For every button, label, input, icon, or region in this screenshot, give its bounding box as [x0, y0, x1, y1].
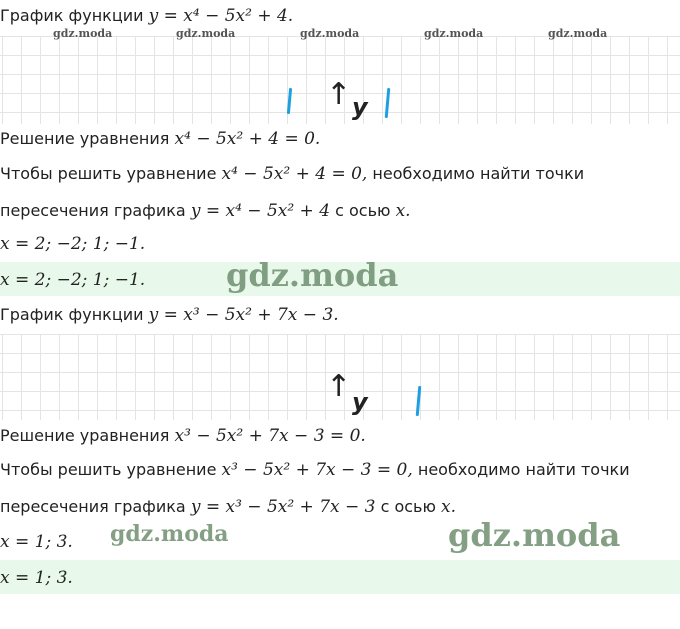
- section2-explain-line1-prefix: Чтобы решить уравнение: [0, 460, 217, 479]
- section2-explain-line2: [0, 497, 456, 517]
- watermark-small-5: gdz.moda: [548, 27, 608, 40]
- watermark-big-3: gdz.moda: [448, 516, 621, 554]
- section1-explain-line2: [0, 201, 411, 221]
- section1-title-prefix: График функции: [0, 6, 144, 25]
- section1-explain-line1-suffix: необходимо найти точки: [372, 164, 585, 183]
- section1-roots: x = 2; −2; 1; −1.: [0, 234, 146, 254]
- section2-title-prefix: График функции: [0, 305, 144, 324]
- section2-explain-line1: [0, 460, 630, 480]
- section2-title-formula: y = x³ − 5x² + 7x − 3.: [148, 305, 339, 325]
- section1-title-formula: y = x⁴ − 5x² + 4.: [148, 6, 294, 26]
- section2-explain-line2-prefix: пересечения графика: [0, 497, 186, 516]
- section1-y-axis-arrow-icon: ↑: [326, 77, 352, 112]
- section2-answer-band: [0, 560, 680, 594]
- watermark-small-2: gdz.moda: [176, 27, 236, 40]
- section1-explain-line2-axis: x.: [395, 201, 411, 221]
- watermark-big-2: gdz.moda: [110, 521, 229, 547]
- section2-explain-line2-formula: y = x³ − 5x² + 7x − 3: [190, 497, 376, 517]
- watermark-big-1: gdz.moda: [226, 256, 399, 294]
- section2-title: [0, 305, 339, 325]
- section1-explain-line2-prefix: пересечения графика: [0, 201, 186, 220]
- section2-solution-heading-formula: x³ − 5x² + 7x − 3 = 0.: [174, 426, 366, 446]
- section1-answer: x = 2; −2; 1; −1.: [0, 270, 146, 290]
- section1-solution-heading: [0, 129, 320, 149]
- section1-title: [0, 6, 293, 26]
- section2-y-axis-arrow-icon: ↑: [326, 369, 352, 404]
- section1-solution-heading-prefix: Решение уравнения: [0, 129, 170, 148]
- section2-explain-line1-formula: x³ − 5x² + 7x − 3 = 0,: [221, 460, 413, 480]
- section1-y-axis-label: y: [352, 93, 368, 121]
- section1-solution-heading-formula: x⁴ − 5x² + 4 = 0.: [174, 129, 321, 149]
- watermark-small-4: gdz.moda: [424, 27, 484, 40]
- watermark-small-1: gdz.moda: [53, 27, 113, 40]
- section1-explain-line2-suffix: с осью: [335, 201, 391, 220]
- section1-explain-line2-formula: y = x⁴ − 5x² + 4: [190, 201, 331, 221]
- section2-roots: x = 1; 3.: [0, 532, 73, 552]
- watermark-small-3: gdz.moda: [300, 27, 360, 40]
- section1-explain-line1-prefix: Чтобы решить уравнение: [0, 164, 217, 183]
- section2-explain-line2-suffix: с осью: [380, 497, 436, 516]
- section2-y-axis-label: y: [352, 388, 368, 416]
- section2-explain-line2-axis: x.: [441, 497, 457, 517]
- section1-explain-line1: [0, 164, 584, 184]
- section2-solution-heading-prefix: Решение уравнения: [0, 426, 170, 445]
- section2-answer: x = 1; 3.: [0, 568, 73, 588]
- section1-explain-line1-formula: x⁴ − 5x² + 4 = 0,: [221, 164, 368, 184]
- section2-solution-heading: [0, 426, 366, 446]
- section2-explain-line1-suffix: необходимо найти точки: [417, 460, 630, 479]
